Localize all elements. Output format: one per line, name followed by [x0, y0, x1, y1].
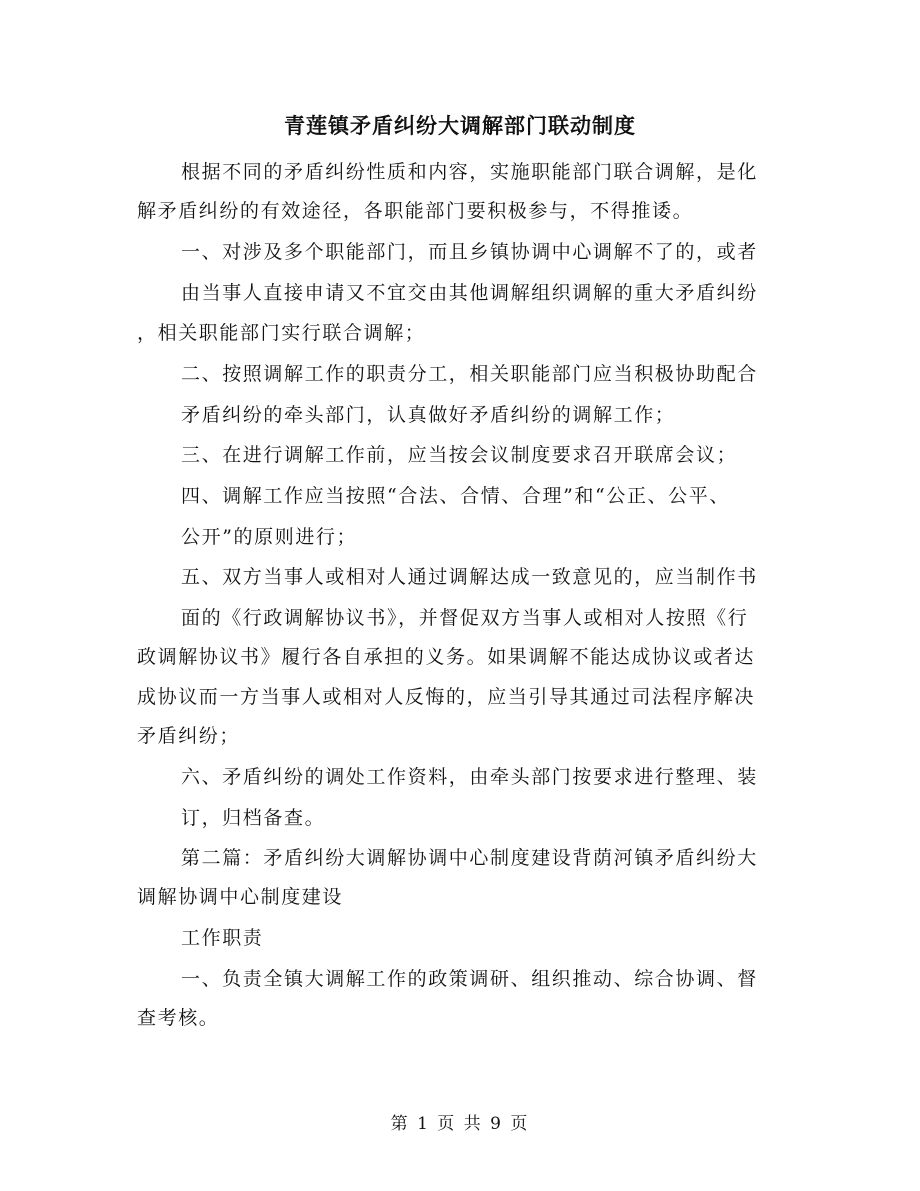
paragraph-line: 面的《行政调解协议书》，并督促双方当事人或相对人按照《行 — [181, 607, 749, 629]
paragraph-line: 由当事人直接申请又不宜交由其他调解组织调解的重大矛盾纠纷 — [181, 282, 758, 304]
document-title: 青莲镇矛盾纠纷大调解部门联动制度 — [284, 113, 636, 138]
paragraph-line: 调解协调中心制度建设 — [137, 886, 344, 908]
paragraph-line: ，相关职能部门实行联合调解； — [137, 322, 426, 344]
paragraph-line: 第二篇：矛盾纠纷大调解协调中心制度建设背荫河镇矛盾纠纷大 — [181, 847, 758, 869]
paragraph-line: 订，归档备查。 — [181, 807, 326, 829]
paragraph-line: 五、双方当事人或相对人通过调解达成一致意见的，应当制作书 — [181, 566, 758, 588]
page-label-prefix: 第 — [390, 1114, 410, 1134]
paragraph-line: 四、调解工作应当按照“合法、合情、合理”和“公正、公平、 — [181, 485, 730, 507]
paragraph-line: 矛盾纠纷； — [137, 725, 241, 747]
paragraph-line: 一、对涉及多个职能部门，而且乡镇协调中心调解不了的，或者 — [181, 241, 758, 263]
paragraph-line: 三、在进行调解工作前，应当按会议制度要求召开联席会议； — [181, 444, 738, 466]
page-label-suffix: 页 — [510, 1114, 530, 1134]
paragraph-line: 查考核。 — [137, 1007, 220, 1029]
current-page-number: 1 — [417, 1114, 430, 1134]
paragraph-line: 解矛盾纠纷的有效途径，各职能部门要积极参与，不得推诿。 — [137, 200, 694, 222]
total-pages-number: 9 — [490, 1114, 503, 1134]
page-label-middle: 页 共 — [437, 1114, 483, 1134]
paragraph-line: 政调解协议书》履行各自承担的义务。如果调解不能达成协议或者达 — [137, 646, 756, 668]
paragraph-line: 一、负责全镇大调解工作的政策调研、组织推动、综合协调、督 — [181, 968, 758, 990]
paragraph-line: 二、按照调解工作的职责分工，相关职能部门应当积极协助配合 — [181, 363, 758, 385]
paragraph-line: 根据不同的矛盾纠纷性质和内容，实施职能部门联合调解，是化 — [181, 161, 758, 183]
paragraph-line: 成协议而一方当事人或相对人反悔的，应当引导其通过司法程序解决 — [137, 686, 756, 708]
paragraph-line: 工作职责 — [181, 927, 264, 949]
paragraph-line: 矛盾纠纷的牵头部门，认真做好矛盾纠纷的调解工作； — [181, 404, 676, 426]
page-footer — [0, 1110, 920, 1138]
paragraph-line: 六、矛盾纠纷的调处工作资料，由牵头部门按要求进行整理、装 — [181, 766, 758, 788]
paragraph-line: 公开”的原则进行； — [181, 526, 358, 548]
